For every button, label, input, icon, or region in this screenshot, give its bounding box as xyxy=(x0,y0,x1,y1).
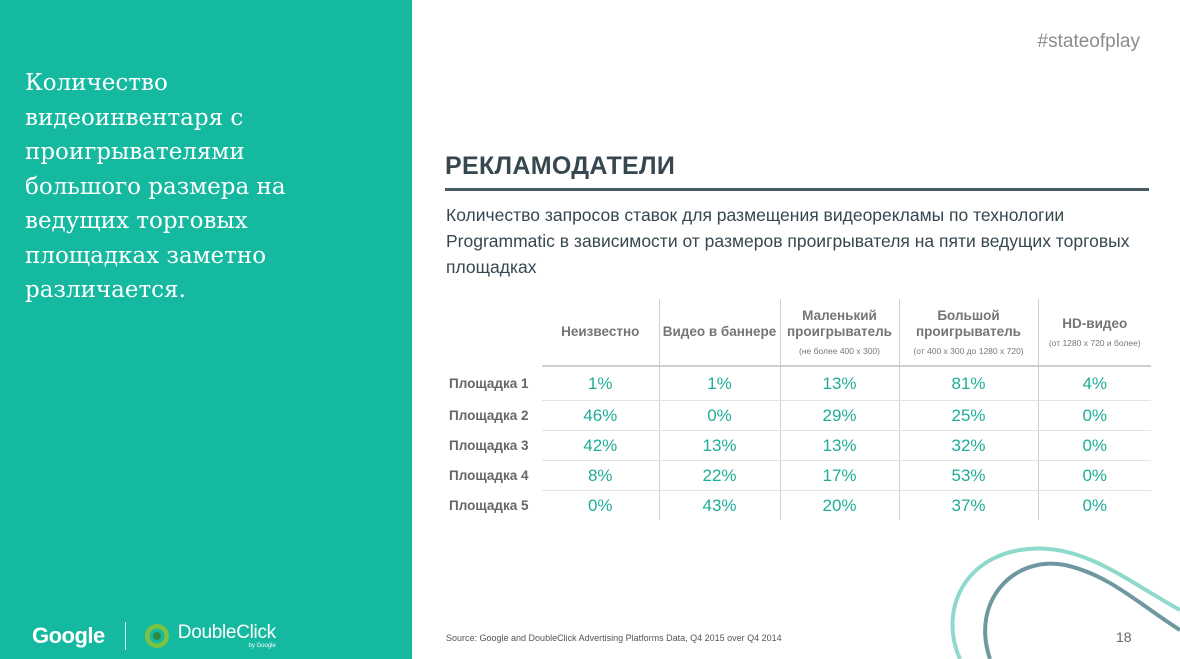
column-label: Неизвестно xyxy=(561,324,640,339)
chart-subtitle: Количество запросов ставок для размещения видеорекламы по технологии Programmatic в зависимости от размеров проигрывателя на пяти ведущих торговых площадках xyxy=(446,205,1130,277)
column-label: Большой проигрыватель xyxy=(916,308,1021,339)
column-header xyxy=(1038,299,1151,366)
table-cell: 1% xyxy=(542,366,659,401)
doubleclick-wordmark xyxy=(178,623,276,649)
hashtag: #stateofplay xyxy=(1037,31,1140,52)
row-label: Площадка 4 xyxy=(449,468,529,483)
table-cell: 0% xyxy=(659,401,780,431)
table-cell: 43% xyxy=(659,491,780,521)
table-row xyxy=(441,401,1151,431)
table-row xyxy=(441,461,1151,491)
column-label: Маленький проигрыватель xyxy=(787,308,892,339)
by-google-label: by Google xyxy=(248,643,276,649)
column-header xyxy=(780,299,899,366)
table-cell: 22% xyxy=(659,461,780,491)
page-number: 18 xyxy=(1116,629,1132,645)
decorative-curves xyxy=(940,520,1180,659)
table-cell: 8% xyxy=(542,461,659,491)
brand-divider xyxy=(125,622,126,650)
table-cell: 53% xyxy=(899,461,1038,491)
title-underline xyxy=(445,188,1149,191)
table-row xyxy=(441,491,1151,521)
table-header-row xyxy=(441,299,1151,366)
table-cell: 0% xyxy=(1038,431,1151,461)
column-header xyxy=(659,299,780,366)
table-row xyxy=(441,431,1151,461)
table-cell: 4% xyxy=(1038,366,1151,401)
table-cell: 42% xyxy=(542,431,659,461)
source-note: Source: Google and DoubleClick Advertising Platforms Data, Q4 2015 over Q4 2014 xyxy=(446,633,782,643)
doubleclick-name: DoubleClick xyxy=(177,622,276,643)
table-cell: 29% xyxy=(780,401,899,431)
row-label: Площадка 1 xyxy=(449,375,529,391)
google-logo: Google xyxy=(32,623,105,648)
curve-dark xyxy=(985,564,1180,659)
table-cell: 13% xyxy=(780,366,899,401)
table-cell: 81% xyxy=(899,366,1038,401)
table-cell: 0% xyxy=(587,495,613,515)
table-cell: 1% xyxy=(659,366,780,401)
column-sublabel: (от 400 x 300 до 1280 x 720) xyxy=(913,346,1024,356)
table-cell: 0% xyxy=(1038,491,1151,521)
left-panel xyxy=(0,0,412,659)
section-title: РЕКЛАМОДАТЕЛИ xyxy=(445,152,676,180)
column-sublabel: (от 1280 x 720 и более) xyxy=(1048,338,1141,348)
table-row xyxy=(441,366,1151,401)
column-sublabel: (не более 400 x 300) xyxy=(799,346,880,356)
table-cell: 13% xyxy=(780,431,899,461)
header-corner xyxy=(441,299,542,366)
row-label: Площадка 3 xyxy=(449,438,529,453)
table-cell: 0% xyxy=(1038,461,1151,491)
table-cell: 0% xyxy=(1038,401,1151,431)
column-label: Видео в баннере xyxy=(662,324,777,339)
row-label: Площадка 5 xyxy=(449,497,529,513)
column-label: HD-видео xyxy=(1062,316,1128,331)
table-cell: 46% xyxy=(542,401,659,431)
column-header xyxy=(542,299,659,366)
table-cell: 25% xyxy=(899,401,1038,431)
row-label: Площадка 2 xyxy=(449,408,529,423)
headline: Количество видеоинвентаря с проигрывателями большого размера на ведущих торговых площадках заметно различается. xyxy=(25,70,286,303)
table-cell: 13% xyxy=(659,431,780,461)
table-cell: 32% xyxy=(899,431,1038,461)
column-header xyxy=(899,299,1038,366)
data-table xyxy=(441,299,1151,520)
table-cell: 37% xyxy=(899,491,1038,521)
table-cell: 20% xyxy=(780,491,899,521)
doubleclick-logo-icon xyxy=(144,623,170,649)
brand-footer xyxy=(32,620,276,652)
table-cell: 17% xyxy=(780,461,899,491)
